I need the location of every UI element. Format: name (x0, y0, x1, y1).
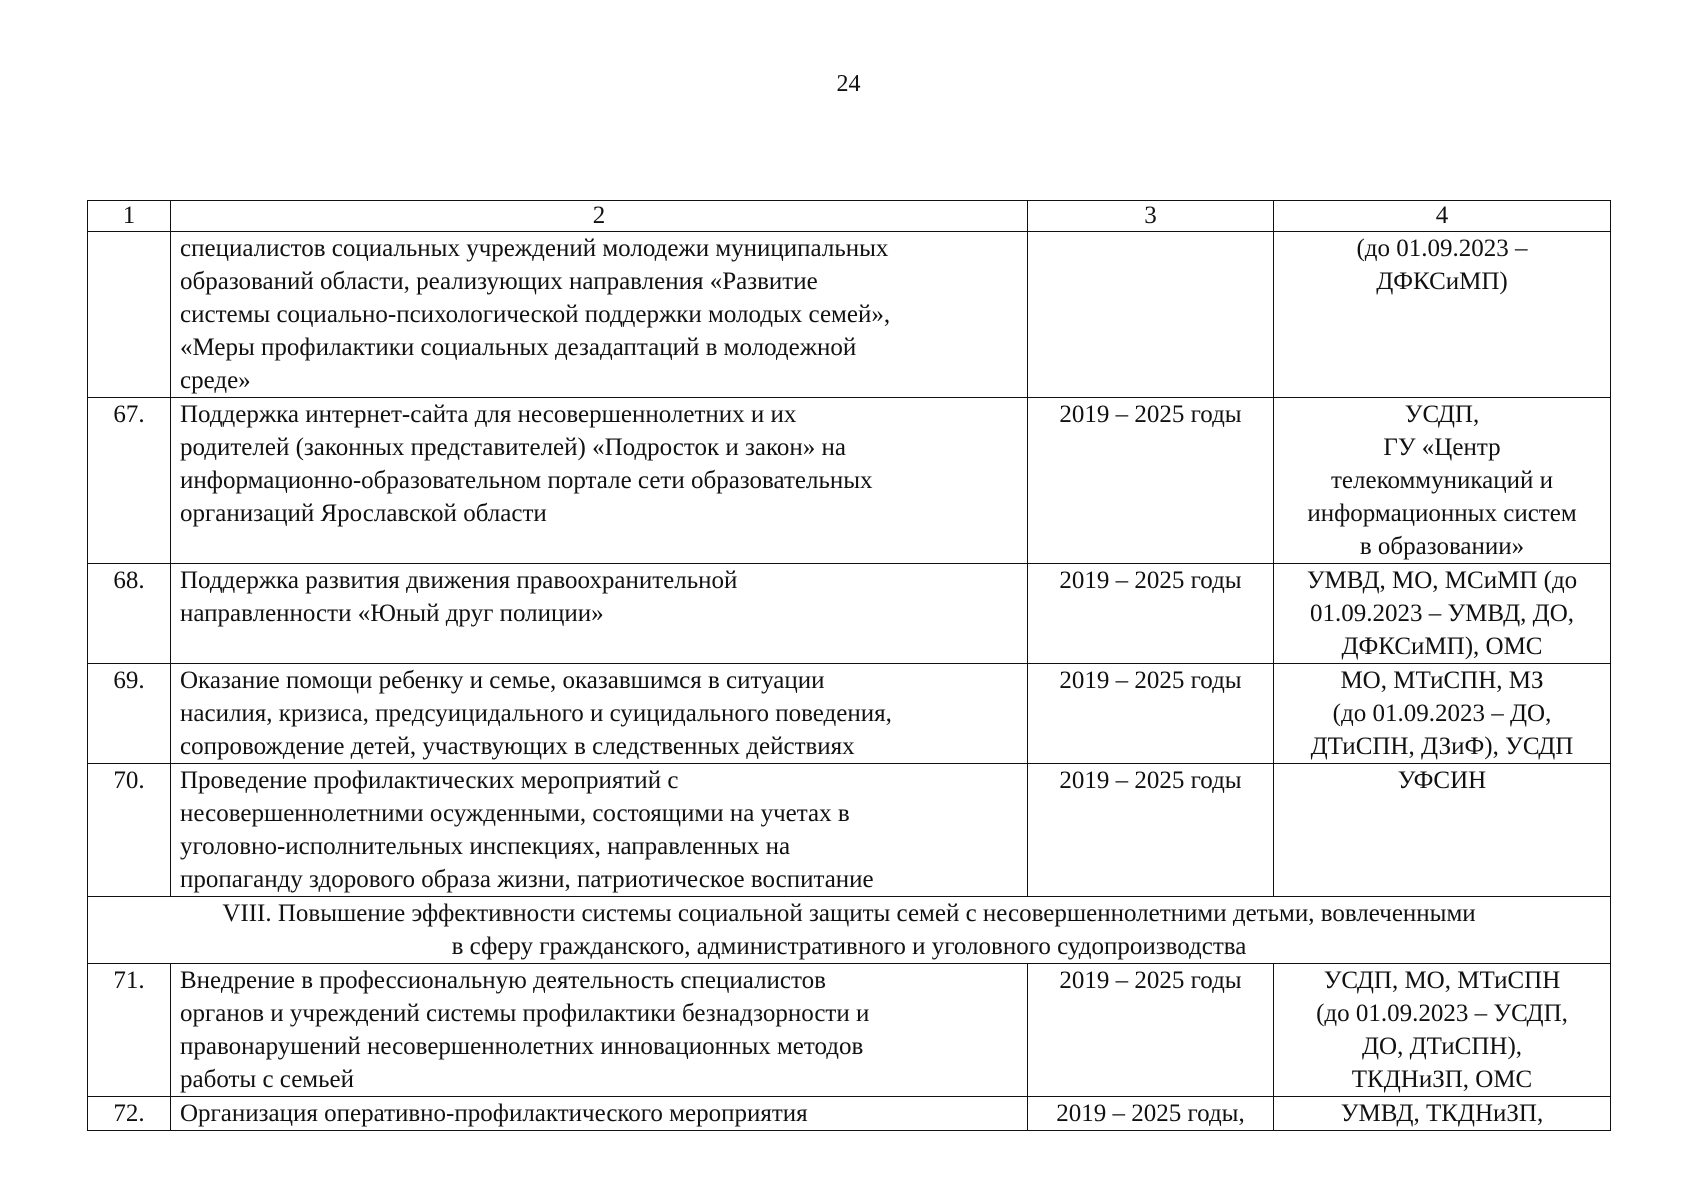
row-number: 71. (88, 964, 171, 1097)
executors-text: УМВД, МО, МСиМП (до 01.09.2023 – УМВД, ДО, ДФКСиМП), ОМС (1274, 564, 1611, 664)
table-row-continued (88, 232, 1611, 398)
table-row-70 (88, 764, 1611, 897)
period-text: 2019 – 2025 годы (1028, 964, 1274, 1097)
column-number-4: 4 (1274, 201, 1611, 232)
column-number-2: 2 (171, 201, 1028, 232)
row-number: 72. (88, 1097, 171, 1131)
period-text: 2019 – 2025 годы, (1028, 1097, 1274, 1131)
table-row-67 (88, 398, 1611, 564)
executors-text: УМВД, ТКДНиЗП, (1274, 1097, 1611, 1131)
row-number: 67. (88, 398, 171, 564)
measure-text: Внедрение в профессиональную деятельность специалистов органов и учреждений системы профилактики безнадзорности и правонарушений несовершеннолетних инновационных методов работы с семьей (171, 964, 1028, 1097)
measure-text: специалистов социальных учреждений молодежи муниципальных образований области, реализующих направления «Развитие системы социально-психологической поддержки молодых семей», «Меры профилактики социальных дезадаптаций в молодежной среде» (171, 232, 1028, 398)
executors-text: УСДП, МО, МТиСПН (до 01.09.2023 – УСДП, ДО, ДТиСПН), ТКДНиЗП, ОМС (1274, 964, 1611, 1097)
period-text (1028, 232, 1274, 398)
executors-text: МО, МТиСПН, МЗ (до 01.09.2023 – ДО, ДТиСПН, ДЗиФ), УСДП (1274, 664, 1611, 764)
section-title: VIII. Повышение эффективности системы социальной защиты семей с несовершеннолетними детьми, вовлеченными в сферу гражданского, административного и уголовного судопроизводства (88, 897, 1611, 964)
table-row-72 (88, 1097, 1611, 1131)
executors-text: УФСИН (1274, 764, 1611, 897)
period-text: 2019 – 2025 годы (1028, 764, 1274, 897)
executors-text: УСДП, ГУ «Центр телекоммуникаций и информационных систем в образовании» (1274, 398, 1611, 564)
row-number (88, 232, 171, 398)
section-row (88, 897, 1611, 964)
row-number: 69. (88, 664, 171, 764)
column-numbers-row (88, 201, 1611, 232)
row-number: 68. (88, 564, 171, 664)
column-number-3: 3 (1028, 201, 1274, 232)
measures-table (87, 200, 1611, 1131)
period-text: 2019 – 2025 годы (1028, 564, 1274, 664)
page-number: 24 (836, 71, 861, 97)
period-text: 2019 – 2025 годы (1028, 664, 1274, 764)
table-row-69 (88, 664, 1611, 764)
table-row-68 (88, 564, 1611, 664)
row-number: 70. (88, 764, 171, 897)
measure-text: Поддержка интернет-сайта для несовершеннолетних и их родителей (законных представителей) «Подросток и закон» на информационно-образовательном портале сети образовательных организаций Ярославской области (171, 398, 1028, 564)
measure-text: Проведение профилактических мероприятий с несовершеннолетними осужденными, состоящими на учетах в уголовно-исполнительных инспекциях, направленных на пропаганду здорового образа жизни, патриотическое воспитание (171, 764, 1028, 897)
measure-text: Организация оперативно-профилактического мероприятия (171, 1097, 1028, 1131)
measure-text: Поддержка развития движения правоохранительной направленности «Юный друг полиции» (171, 564, 1028, 664)
column-number-1: 1 (88, 201, 171, 232)
measure-text: Оказание помощи ребенку и семье, оказавшимся в ситуации насилия, кризиса, предсуицидального и суицидального поведения, сопровождение детей, участвующих в следственных действиях (171, 664, 1028, 764)
period-text: 2019 – 2025 годы (1028, 398, 1274, 564)
table-row-71 (88, 964, 1611, 1097)
executors-text: (до 01.09.2023 – ДФКСиМП) (1274, 232, 1611, 398)
